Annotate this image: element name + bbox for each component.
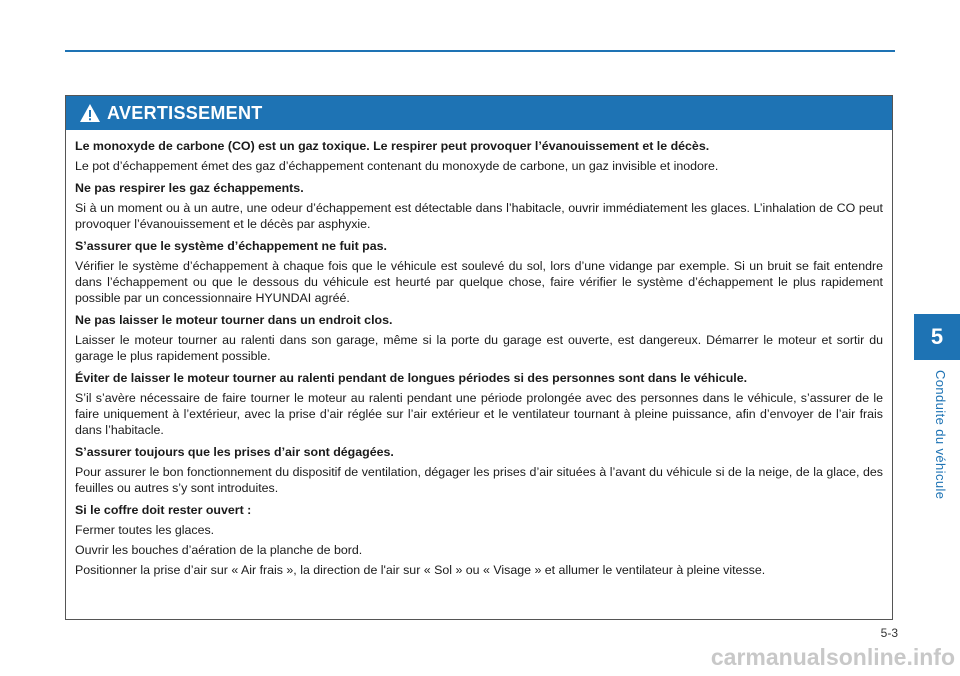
section-text-enclosed-space: Laisser le moteur tourner au ralenti dans son garage, même si la porte du garage est ouverte, est dangereux. Démarrer le moteur et sortir du garage le plus rapidement possible. — [75, 333, 883, 363]
section-text-co-toxic: Le pot d’échappement émet des gaz d’échappement contenant du monoxyde de carbone, un gaz invisible et inodore. — [75, 159, 719, 173]
warning-box — [65, 95, 893, 620]
warning-title: AVERTISSEMENT — [107, 102, 263, 123]
chapter-tab — [914, 314, 960, 360]
watermark: carmanualsonline.info — [710, 644, 955, 670]
chapter-title: Conduite du véhicule — [933, 370, 948, 500]
section-heading-idling: Éviter de laisser le moteur tourner au ralenti pendant de longues périodes si des personnes sont dans le véhicule. — [75, 371, 748, 385]
section-text-air-intakes: Pour assurer le bon fonctionnement du dispositif de ventilation, dégager les prises d’air situées à l’avant du véhicule si de la neige, de la glace, des feuilles ou autres s’y sont introduites. — [75, 465, 883, 495]
warning-header — [66, 96, 892, 130]
section-heading-air-intakes: S’assurer toujours que les prises d’air sont dégagées. — [75, 445, 394, 459]
section-heading-co-toxic: Le monoxyde de carbone (CO) est un gaz toxique. Le respirer peut provoquer l’évanouissement et le décès. — [75, 139, 710, 153]
section-text-exhaust-leak: Vérifier le système d’échappement à chaque fois que le véhicule est soulevé du sol, lors d’une vidange par exemple. Si un bruit se fait entendre dans l’échappement ou que le dessous du véhicule est heurté par quelque chose, faire vérifier le système d’échappement le plus rapidement possible par un concessionnaire HYUNDAI agréé. — [75, 259, 883, 305]
section-heading-trunk-open: Si le coffre doit rester ouvert : — [75, 503, 252, 517]
trunk-step-open-vents: Ouvrir les bouches d’aération de la planche de bord. — [75, 543, 363, 557]
warning-body — [66, 130, 892, 578]
section-heading-exhaust-leak: S’assurer que le système d’échappement ne fuit pas. — [75, 239, 387, 253]
top-rule — [65, 50, 895, 52]
chapter-number: 5 — [930, 324, 944, 349]
page-number: 5-3 — [880, 626, 898, 640]
trunk-step-close-windows: Fermer toutes les glaces. — [75, 523, 215, 537]
warning-triangle-icon — [79, 103, 101, 123]
section-heading-no-breathing: Ne pas respirer les gaz échappements. — [75, 181, 304, 195]
section-text-no-breathing: Si à un moment ou à un autre, une odeur d’échappement est détectable dans l’habitacle, ouvrir immédiatement les glaces. L’inhalation de CO peut provoquer l’évanouissement et le décès par asphyxie. — [75, 201, 883, 231]
section-heading-enclosed-space: Ne pas laisser le moteur tourner dans un endroit clos. — [75, 313, 393, 327]
trunk-step-ventilation-settings: Positionner la prise d’air sur « Air frais », la direction de l'air sur « Sol » ou « Visage » et allumer le ventilateur à pleine vitesse. — [75, 563, 766, 577]
section-text-idling: S’il s’avère nécessaire de faire tourner le moteur au ralenti pendant une période prolongée avec des personnes dans le véhicule, s’assurer de le faire uniquement à l’extérieur, avec la prise d’air réglée sur l’air extérieur et le ventilateur tournant à pleine puissance, afin d’envoyer de l’air frais dans l’habitacle. — [75, 391, 883, 437]
